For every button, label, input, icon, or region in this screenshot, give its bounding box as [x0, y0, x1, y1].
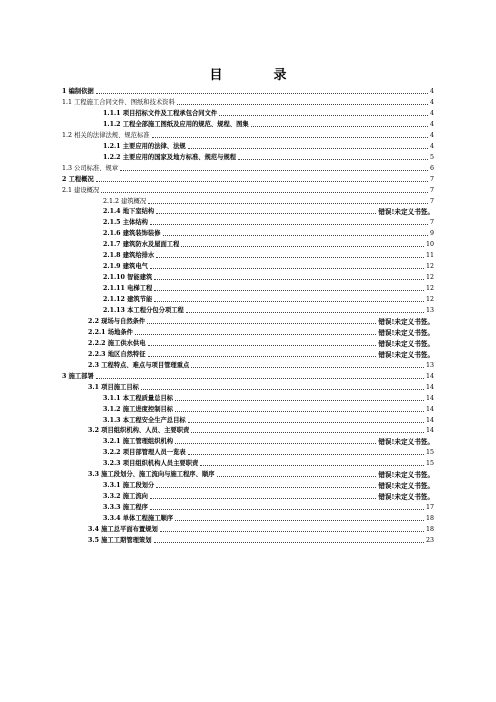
toc-dot-leader [188, 422, 424, 423]
toc-dot-leader [217, 476, 377, 477]
toc-entry-page: 7 [429, 186, 434, 194]
toc-entry-title: 3.3.2 施工流向 [103, 493, 148, 501]
toc-entry[interactable] [62, 130, 434, 140]
toc-dot-leader [175, 411, 424, 412]
toc-entry-page: 4 [429, 142, 434, 150]
toc-dot-leader [156, 257, 424, 258]
toc-entry-page: 7 [429, 219, 434, 227]
toc-entry-page: 错误!未定义书签。 [378, 317, 434, 326]
toc-entry[interactable] [103, 261, 434, 271]
toc-dot-leader [96, 93, 428, 94]
toc-entry-title: 2.3 工程特点、难点与项目管理重点 [88, 361, 190, 369]
toc-entry[interactable] [103, 513, 434, 523]
toc-entry[interactable] [103, 404, 434, 414]
toc-entry-title: 1 编制依据 [62, 88, 94, 95]
toc-entry-title: 2 工程概况 [62, 175, 94, 183]
toc-entry-title: 3.3 施工段划分、施工流向与施工程序、顺序 [88, 471, 215, 479]
toc-entry[interactable] [103, 250, 434, 260]
toc-dot-leader [219, 115, 428, 116]
toc-entry-title: 1.2.2 主要应用的国家及地方标准、规范与规程 [103, 153, 237, 161]
toc-entry-page: 6 [429, 164, 434, 172]
toc-dot-leader [96, 378, 424, 379]
toc-entry-page: 11 [425, 252, 434, 260]
toc-dot-leader [163, 235, 428, 236]
toc-entry[interactable] [103, 206, 434, 216]
toc-entry-page: 4 [429, 98, 434, 106]
toc-entry-title: 3 施工部署 [62, 372, 94, 380]
toc-entry-title: 2.1.7 建筑防水及屋面工程 [103, 241, 180, 249]
toc-entry-page: 12 [425, 296, 434, 304]
toc-entry-page: 14 [425, 372, 434, 380]
toc-dot-leader [120, 170, 428, 171]
toc-entry-title: 3.1.3 本工程安全生产总目标 [103, 416, 186, 424]
toc-entry-page: 7 [429, 197, 434, 205]
toc-entry-title: 3.4 施工总平面布置规划 [88, 526, 158, 533]
toc-entry-title: 2.1.12 建筑节能 [103, 296, 153, 304]
toc-entry-page: 14 [425, 405, 434, 413]
toc-dot-leader [154, 301, 424, 302]
toc-entry[interactable] [103, 393, 434, 403]
toc-entry[interactable] [103, 283, 434, 293]
toc-dot-leader [156, 213, 376, 214]
toc-heading-left: 目 [209, 68, 223, 83]
toc-entry[interactable] [103, 480, 434, 490]
toc-entry[interactable] [103, 294, 434, 304]
toc-entry[interactable] [103, 108, 434, 118]
toc-entry[interactable] [103, 491, 434, 501]
toc-entry-title: 2.1.4 地下室结构 [103, 208, 155, 216]
toc-entry[interactable] [88, 425, 434, 435]
toc-entry[interactable] [103, 196, 434, 206]
toc-entry-title: 2.1.10 智能建筑 [103, 274, 153, 282]
toc-entry-page: 23 [425, 536, 434, 544]
toc-entry[interactable] [103, 239, 434, 249]
toc-dot-leader [175, 520, 424, 521]
toc-entry-title: 3.3.1 施工段划分 [103, 482, 155, 490]
toc-dot-leader [186, 312, 424, 313]
toc-dot-leader [148, 345, 377, 346]
toc-entry[interactable] [88, 535, 434, 545]
toc-dot-leader [150, 498, 376, 499]
toc-entry-title: 2.1.6 建筑装饰装修 [103, 230, 161, 238]
toc-entry-title: 2.2 现场与自然条件 [88, 317, 146, 325]
toc-entry[interactable] [62, 185, 434, 195]
toc-dot-leader [238, 159, 428, 160]
toc-entry-title: 1.2 相关的法律法规、规范标准 [62, 131, 150, 139]
toc-entry[interactable] [103, 436, 434, 446]
toc-entry-title: 2.1.9 建筑电气 [103, 263, 148, 271]
toc-entry[interactable] [103, 272, 434, 282]
toc-dot-leader [150, 509, 424, 510]
toc-entry-page: 14 [425, 394, 434, 402]
toc-entry-page: 5 [429, 153, 434, 161]
toc-entry-title: 3.5 施工工期管理策划 [88, 536, 152, 544]
toc-entry[interactable] [103, 502, 434, 512]
toc-dot-leader [150, 268, 424, 269]
toc-entry-title: 2.2.2 施工供水供电 [88, 339, 146, 347]
toc-entry-page: 18 [425, 515, 434, 523]
toc-entry-page: 15 [425, 449, 434, 457]
toc-entry[interactable] [88, 360, 434, 370]
toc-entry-page: 错误!未定义书签。 [378, 482, 434, 491]
toc-entry-title: 3.3.4 单体工程施工顺序 [103, 515, 174, 523]
toc-dot-leader [101, 192, 428, 193]
toc-heading [0, 64, 496, 83]
toc-entry-page: 17 [425, 504, 434, 512]
toc-dot-leader [154, 542, 424, 543]
toc-entry-page: 12 [425, 263, 434, 271]
toc-dot-leader [141, 389, 424, 390]
toc-entry-page: 错误!未定义书签。 [378, 328, 434, 337]
toc-entry[interactable] [103, 217, 434, 227]
toc-entry[interactable] [103, 447, 434, 457]
toc-dot-leader [147, 323, 376, 324]
toc-entry-title: 2.1.2 建筑概况 [103, 197, 147, 205]
toc-dot-leader [251, 126, 428, 127]
toc-entry[interactable] [88, 469, 434, 479]
toc-entry-title: 3.3.3 施工程序 [103, 504, 148, 512]
toc-dot-leader [148, 203, 428, 204]
toc-entry-title: 2.1.8 建筑给排水 [103, 252, 155, 260]
toc-entry-page: 13 [425, 361, 434, 369]
toc-entry-title: 2.1 建设概况 [62, 186, 100, 194]
toc-entry-title: 3.2.2 项目部管理人员一览表 [103, 449, 186, 457]
toc-dot-leader [96, 181, 428, 182]
toc-entry[interactable] [88, 349, 434, 359]
toc-entry-page: 错误!未定义书签。 [378, 339, 434, 348]
toc-entry-page: 错误!未定义书签。 [378, 438, 434, 447]
toc-entry[interactable] [88, 382, 434, 392]
toc-entry[interactable] [62, 371, 434, 381]
toc-entry-page: 18 [425, 526, 434, 533]
toc-entry-page: 错误!未定义书签。 [378, 471, 434, 480]
toc-entry-page: 12 [425, 274, 434, 282]
toc-entry-title: 1.1.1 项目招标文件及工程承包合同文件 [103, 109, 218, 117]
toc-entry[interactable] [103, 415, 434, 425]
toc-entry-title: 2.2.3 地区自然特征 [88, 350, 146, 358]
toc-entry-title: 3.1 项目施工目标 [88, 383, 139, 391]
toc-entry-title: 1.1.2 工程全部施工图纸及应用的规范、规程、图集 [103, 120, 249, 128]
toc-entry-page: 15 [425, 460, 434, 468]
toc-dot-leader [150, 224, 428, 225]
toc-dot-leader [152, 137, 428, 138]
toc-entry-page: 10 [425, 241, 434, 249]
toc-entry-page: 14 [425, 427, 434, 435]
toc-entry-page: 4 [429, 88, 434, 95]
toc-entry[interactable] [62, 174, 434, 184]
toc-dot-leader [156, 487, 376, 488]
toc-entry[interactable] [103, 458, 434, 468]
toc-entry-title: 2.1.5 主体结构 [103, 219, 148, 227]
toc-entry-page: 12 [425, 285, 434, 293]
toc-entry-title: 1.1 工程施工合同文件、图纸和技术资料 [62, 98, 175, 106]
toc-entry-title: 3.1.2 施工进度控制目标 [103, 405, 174, 413]
toc-dot-leader [177, 104, 428, 105]
toc-entry-page: 7 [429, 175, 434, 183]
toc-entry-page: 4 [429, 109, 434, 117]
toc-entry[interactable] [88, 327, 434, 337]
toc-dot-leader [188, 454, 424, 455]
toc-entry-page: 错误!未定义书签。 [378, 208, 434, 217]
toc-entry-title: 2.1.11 电梯工程 [103, 285, 153, 293]
toc-entry-page: 4 [429, 120, 434, 128]
toc-entry-title: 2.1.13 本工程分包分项工程 [103, 307, 184, 314]
toc-entry[interactable] [62, 97, 434, 107]
toc-entry[interactable] [62, 163, 434, 173]
toc-dot-leader [160, 531, 424, 532]
toc-entry[interactable] [103, 141, 434, 151]
toc-entry-title: 3.2.3 项目组织机构人员主要职责 [103, 460, 199, 468]
toc-entry-title: 3.2.1 施工管理组织机构 [103, 438, 174, 446]
toc-entry[interactable] [88, 524, 434, 534]
toc-dot-leader [200, 465, 424, 466]
toc-entry[interactable] [103, 305, 434, 315]
toc-dot-leader [175, 443, 376, 444]
toc-entry-page: 14 [425, 416, 434, 424]
toc-dot-leader [181, 246, 424, 247]
toc-dot-leader [154, 290, 424, 291]
toc-dot-leader [191, 432, 424, 433]
toc-entry-title: 1.2.1 主要应用的法律、法规 [103, 142, 186, 150]
toc-entry[interactable] [103, 152, 434, 162]
toc-entry-page: 错误!未定义书签。 [378, 350, 434, 359]
toc-entry-page: 9 [429, 230, 434, 238]
toc-entry-title: 3.2 项目组织机构、人员、主要职责 [88, 427, 190, 435]
toc-entry-page: 错误!未定义书签。 [378, 493, 434, 502]
toc-entry[interactable] [88, 316, 434, 326]
toc-dot-leader [135, 334, 376, 335]
toc-entry[interactable] [88, 338, 434, 348]
toc-heading-right: 录 [273, 68, 287, 83]
toc-dot-leader [188, 148, 428, 149]
toc-entry[interactable] [62, 86, 434, 96]
toc-entry-page: 13 [425, 307, 434, 314]
toc-dot-leader [148, 356, 377, 357]
toc-entry-title: 1.3 公司标准、规章 [62, 164, 119, 172]
toc-entry-page: 14 [425, 383, 434, 391]
toc-entry[interactable] [103, 228, 434, 238]
toc-entry[interactable] [103, 119, 434, 129]
toc-dot-leader [191, 367, 424, 368]
toc-dot-leader [154, 279, 424, 280]
toc-entry-title: 3.1.1 本工程质量总目标 [103, 394, 174, 402]
toc-entry-title: 2.2.1 场地条件 [88, 328, 133, 336]
toc-entry-page: 4 [429, 131, 434, 139]
toc-dot-leader [175, 400, 424, 401]
